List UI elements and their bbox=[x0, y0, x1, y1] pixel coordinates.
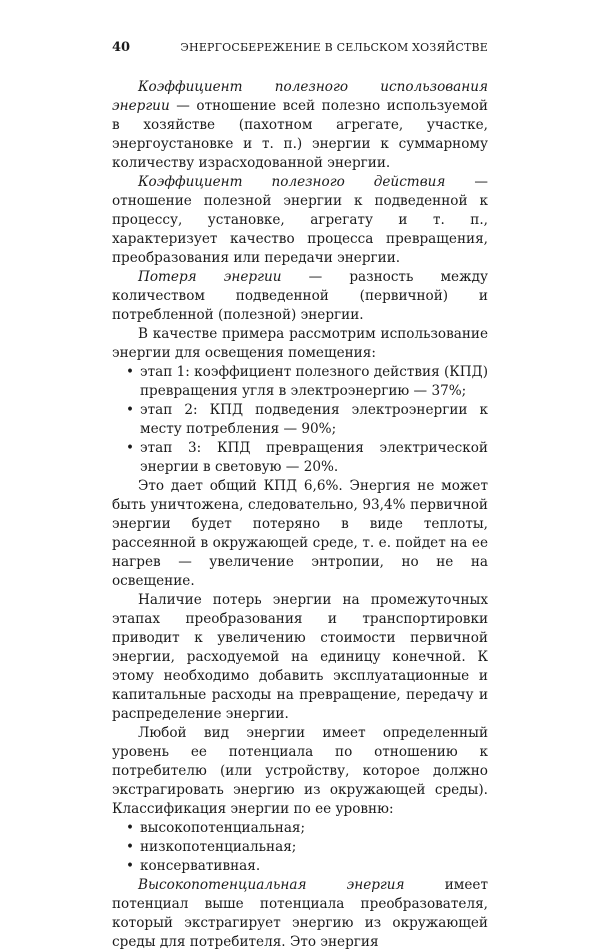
paragraph-3 bbox=[112, 268, 488, 325]
stages-list bbox=[112, 363, 488, 477]
list-item: • консервативная. bbox=[126, 858, 261, 874]
running-title: ЭНЕРГОСБЕРЕЖЕНИЕ В СЕЛЬСКОМ ХОЗЯЙСТВЕ bbox=[180, 41, 488, 54]
bullet-icon: • bbox=[126, 402, 135, 418]
list-item: • этап 3: КПД превращения электрической энергии в световую — 20%. bbox=[126, 440, 488, 475]
levels-list bbox=[112, 819, 488, 876]
term-italic: Высокопотенциальная энергия bbox=[138, 877, 405, 893]
term-italic: Коэффициент полезного использования энергии bbox=[112, 79, 488, 114]
bullet-icon: • bbox=[126, 364, 135, 380]
paragraph-text: — отношение всей полезно используемой в хозяйстве (пахотном агрегате, участке, энергоустановке и т. п.) энергии к суммарному количеству израсходованной энергии. bbox=[112, 98, 488, 171]
paragraph-1 bbox=[112, 78, 488, 173]
paragraph-text: имеет потенциал выше потенциала преобразователя, который экстрагирует энергию из окружающей среды для потребителя. Это энергия bbox=[112, 877, 488, 950]
bullet-icon: • bbox=[126, 839, 135, 855]
paragraph-5 bbox=[112, 477, 488, 591]
paragraph-6 bbox=[112, 591, 488, 724]
term-italic: Коэффициент полезного действия bbox=[138, 174, 446, 190]
bullet-icon: • bbox=[126, 440, 135, 456]
paragraph-4 bbox=[112, 325, 488, 363]
paragraph-text: Это дает общий КПД 6,6%. Энергия не может быть уничтожена, следовательно, 93,4% первичной энергии будет потеряно в виде теплоты, рассеянной в окружающей среде, т. е. пойдет на ее нагрев — увеличение энтропии, но не на освещение. bbox=[112, 478, 488, 589]
bullet-icon: • bbox=[126, 820, 135, 836]
body-text bbox=[112, 78, 488, 952]
term-italic: Потеря энергии bbox=[138, 269, 282, 285]
page-header bbox=[112, 40, 488, 55]
paragraph-text: — отношение полезной энергии к подведенной к процессу, установке, агрегату и т. п., характеризует качество процесса превращения, преобразования или передачи энергии. bbox=[112, 174, 488, 266]
bullet-icon: • bbox=[126, 858, 135, 874]
paragraph-7 bbox=[112, 724, 488, 819]
paragraph-text: Наличие потерь энергии на промежуточных этапах преобразования и транспортировки приводит к увеличению стоимости первичной энергии, расходуемой на единицу конечной. К этому необходимо добавить эксплуатационные и капитальные расходы на превращение, передачу и распределение энергии. bbox=[112, 592, 488, 722]
paragraph-text: Любой вид энергии имеет определенный уровень ее потенциала по отношению к потребителю (или устройству, которое должно экстрагировать энергию из окружающей среды). Классификация энергии по ее уровню: bbox=[112, 725, 488, 817]
paragraph-text: В качестве примера рассмотрим использование энергии для освещения помещения: bbox=[112, 326, 488, 361]
list-item: • высокопотенциальная; bbox=[126, 820, 306, 836]
list-item: • этап 2: КПД подведения электроэнергии к месту потребления — 90%; bbox=[126, 402, 488, 437]
paragraph-2 bbox=[112, 173, 488, 268]
paragraph-8 bbox=[112, 876, 488, 952]
list-item: • низкопотенциальная; bbox=[126, 839, 297, 855]
list-item: • этап 1: коэффициент полезного действия (КПД) превращения угля в электроэнергию — 37%; bbox=[126, 364, 489, 399]
page-number: 40 bbox=[112, 40, 131, 55]
paragraph-text: — разность между количеством подведенной (первичной) и потребленной (полезной) энергии. bbox=[112, 269, 488, 323]
